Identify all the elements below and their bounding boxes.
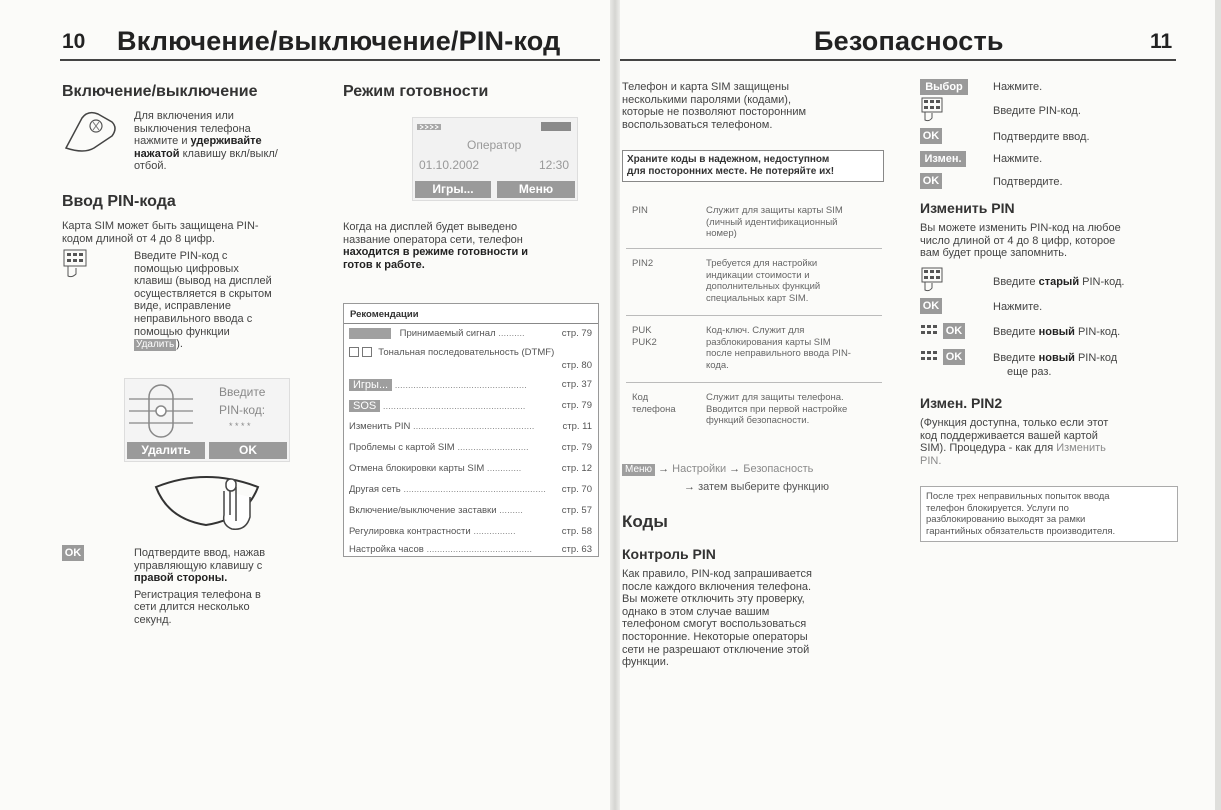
- rec-page: стр. 79: [561, 442, 592, 453]
- ok-key-icon: OK: [920, 298, 942, 314]
- rec-page: стр. 70: [561, 484, 592, 495]
- code-desc-pin2: [706, 258, 886, 304]
- code-desc-line: после неправильного ввода PIN-: [706, 348, 851, 359]
- battery-icon: [541, 122, 571, 131]
- rec-label: Игры...: [349, 379, 392, 391]
- standby-line: [343, 259, 593, 272]
- code-desc-puk: [706, 325, 886, 371]
- pin2-line: PIN.: [920, 454, 942, 467]
- path-arrow: →: [658, 463, 670, 475]
- step-text: Нажмите.: [993, 301, 1043, 313]
- softkey-menu[interactable]: Меню: [497, 181, 575, 198]
- title-rule-right: [620, 59, 1176, 61]
- security-intro: [622, 81, 892, 131]
- pin-control-line: Вы можете отключить эту проверку,: [622, 593, 805, 606]
- rec-item[interactable]: [349, 544, 589, 555]
- pin-line: помощью цифровых: [134, 262, 239, 275]
- pin2-text-part: SIM). Процедура - как для: [920, 442, 1054, 455]
- warning-line: Храните коды в надежном, недоступном: [627, 154, 830, 165]
- menu-path-2: [684, 481, 829, 493]
- pin-line: неправильного ввода с: [134, 312, 253, 325]
- step-text: Подтвердите ввод.: [993, 131, 1090, 143]
- confirm-line: секунд.: [134, 613, 172, 626]
- title-rule: [60, 59, 600, 61]
- pin-line-tail: ).: [176, 338, 183, 351]
- rec-page: стр. 12: [561, 463, 592, 474]
- softkey-games[interactable]: Игры...: [415, 181, 491, 198]
- menu-softkey[interactable]: Меню: [622, 464, 655, 476]
- intro-line: Телефон и карта SIM защищены: [622, 81, 790, 93]
- path-arrow: →: [729, 463, 741, 475]
- change-pin-text: [920, 222, 1200, 260]
- rec-label: Принимаемый сигнал: [399, 328, 496, 340]
- ok-key-icon: OK: [920, 173, 942, 189]
- pin-display: [124, 378, 290, 462]
- pin-control-line: функции.: [622, 656, 669, 669]
- onoff-heading: Включение/выключение: [62, 83, 258, 100]
- keypad-icon: [920, 96, 946, 122]
- pin-control-line: после каждого включения телефона.: [622, 580, 812, 593]
- onoff-text-part: клавишу вкл/выкл/: [179, 147, 278, 160]
- pin-prompt-line2: PIN-код:: [219, 403, 266, 417]
- rec-dots: .............: [484, 463, 522, 474]
- standby-text: [343, 221, 593, 271]
- rec-label: Тональная последовательность (DTMF): [378, 347, 555, 358]
- code-desc-line: Требуется для настройки: [706, 258, 818, 269]
- keypad-icon: [920, 350, 938, 368]
- rec-dots: ...........................: [454, 442, 529, 453]
- step-text-part: Введите: [993, 352, 1039, 364]
- rec-item[interactable]: [349, 442, 589, 453]
- pin-control-line: посторонние. Некоторые операторы: [622, 630, 808, 643]
- standby-time: 12:30: [539, 158, 570, 172]
- ok-key-icon: OK: [943, 349, 965, 365]
- code-desc-line: Вводится при первой настройке: [706, 403, 848, 415]
- ok-key-icon: OK: [62, 545, 84, 561]
- step-text: Нажмите.: [993, 153, 1043, 165]
- pin-heading: Ввод PIN-кода: [62, 193, 176, 210]
- code-desc-phone: [706, 392, 886, 427]
- path-arrow: →: [684, 481, 695, 493]
- standby-bold: в режиме готовности и: [402, 246, 529, 259]
- step-text: Подтвердите.: [993, 176, 1063, 188]
- step-bold: новый: [1038, 326, 1075, 338]
- table-rule: [626, 382, 882, 383]
- confirm-line: [134, 572, 324, 585]
- step-text: Введите PIN-код.: [993, 105, 1081, 117]
- table-rule: [626, 315, 882, 316]
- pin-line-text: помощью функции: [134, 325, 230, 338]
- onoff-line: [134, 148, 324, 161]
- pin-control-heading: Контроль PIN: [622, 546, 716, 562]
- change-pin-heading: Изменить PIN: [920, 200, 1015, 216]
- confirm-line: управляющую клавишу с: [134, 559, 263, 572]
- step-bold: старый: [1038, 276, 1080, 288]
- change-pin2-heading: Измен. PIN2: [920, 395, 1003, 411]
- rec-item[interactable]: [349, 463, 589, 474]
- keypad-icon: [62, 248, 92, 278]
- ok-key-icon: OK: [920, 128, 942, 144]
- code-desc-line: специальных карт SIM.: [706, 292, 809, 304]
- onoff-line: выключения телефона: [134, 122, 251, 135]
- page-edge: [1215, 0, 1221, 810]
- code-desc-line: функций безопасности.: [706, 415, 810, 426]
- note-line: После трех неправильных попыток ввода: [926, 491, 1110, 502]
- warning-line: для посторонних месте. Не потеряйте их!: [627, 166, 835, 177]
- step-text-part: PIN-код: [1074, 352, 1118, 364]
- rec-dots: ................: [470, 526, 516, 537]
- pin-control-line: однако в этом случае вашим: [622, 605, 770, 618]
- rec-item[interactable]: [349, 400, 589, 412]
- step-text: [993, 352, 1117, 365]
- pin-instructions: [134, 250, 324, 351]
- onoff-line: отбой.: [134, 160, 167, 173]
- pin2-line: код поддерживается вашей картой: [920, 429, 1098, 442]
- menu-path: [622, 463, 813, 476]
- navigation-key-icon: [127, 381, 197, 441]
- code-desc-line: разблокирования карты SIM: [706, 336, 831, 348]
- rec-item[interactable]: [349, 379, 589, 391]
- right-softkey-press-icon: [150, 465, 268, 535]
- rec-label: Другая сеть: [349, 484, 401, 495]
- rec-item[interactable]: [349, 347, 589, 358]
- rec-page: стр. 57: [561, 505, 592, 516]
- code-desc-line: Код-ключ. Служит для: [706, 325, 805, 336]
- recommendations-title: Рекомендации: [350, 309, 419, 320]
- code-desc-line: индикации стоимости и: [706, 269, 810, 281]
- standby-line: Когда на дисплей будет выведено: [343, 221, 518, 233]
- pin2-line: [920, 442, 1200, 455]
- pin-line: [134, 326, 324, 339]
- code-name-phone: Код телефона: [632, 392, 676, 415]
- pin-line: осуществляется в скрытом: [134, 287, 272, 300]
- ok-key-icon: OK: [943, 323, 965, 339]
- standby-date: 01.10.2002: [419, 158, 480, 172]
- step-bold: новый: [1038, 352, 1075, 364]
- onoff-bold: удерживайте: [190, 135, 262, 148]
- intro-line: воспользоваться телефоном.: [622, 118, 773, 131]
- rec-dots: ......................................................: [380, 401, 526, 412]
- rec-item[interactable]: [349, 421, 589, 432]
- dtmf-icon: [349, 347, 359, 357]
- onoff-text-part: нажмите и: [134, 135, 191, 148]
- page-title-left: Включение/выключение/PIN-код: [117, 26, 561, 56]
- rec-page: стр. 37: [561, 379, 592, 390]
- rec-page: стр. 63: [561, 544, 592, 555]
- note-line: гарантийных обязательств производителя.: [926, 525, 1116, 537]
- confirm-line: Регистрация телефона в: [134, 588, 261, 601]
- rec-page: стр. 11: [562, 421, 592, 432]
- note-line: телефон блокируется. Услуги по: [926, 502, 1069, 514]
- signal-icon: [349, 328, 391, 339]
- rec-item[interactable]: [349, 328, 589, 339]
- page-number-left: 10: [62, 30, 86, 53]
- keypad-icon: [920, 266, 946, 292]
- rec-dots: ......................................................: [400, 484, 546, 495]
- standby-display: [412, 117, 578, 201]
- rec-dots: ........................................: [423, 544, 533, 555]
- step-text-part: Введите: [993, 276, 1039, 288]
- warning-box: [622, 150, 884, 182]
- confirm-line: Подтвердите ввод, нажав: [134, 547, 266, 559]
- step-text-part: PIN-код.: [1074, 326, 1121, 338]
- rec-label: Регулировка контрастности: [349, 526, 471, 537]
- code-desc-line: дополнительных функций: [706, 281, 821, 292]
- rec-page: стр. 80: [561, 360, 592, 371]
- pin-line: клавиш (вывод на дисплей: [134, 275, 272, 288]
- rec-page: стр. 79: [561, 400, 592, 411]
- onoff-line: Для включения или: [134, 110, 234, 122]
- pin-line: [134, 338, 324, 351]
- rec-dots: .........: [496, 505, 523, 516]
- onoff-bold: нажатой: [134, 147, 180, 160]
- softkey-delete[interactable]: Удалить: [127, 442, 205, 459]
- step-text: [993, 326, 1120, 339]
- rec-item[interactable]: [349, 484, 589, 495]
- rec-dots: ..........: [495, 328, 525, 340]
- pin-control-text: [622, 568, 892, 669]
- select-key-icon: Выбор: [920, 79, 968, 95]
- delete-softkey-label: Удалить: [136, 339, 175, 351]
- confirm-line: сети длится несколько: [134, 601, 250, 614]
- rec-page: стр. 58: [561, 526, 592, 537]
- rec-label: Изменить PIN: [349, 421, 411, 432]
- page-title-right: Безопасность: [814, 26, 1004, 56]
- path-settings[interactable]: Настройки: [672, 463, 727, 475]
- confirm-text: [134, 547, 324, 627]
- power-key-icon: [60, 108, 122, 154]
- change-pin-line: число длиной от 4 до 8 цифр, которое: [920, 234, 1116, 247]
- onoff-line: [134, 135, 324, 148]
- path-security[interactable]: Безопасность: [743, 463, 814, 475]
- step-text-part: PIN-код.: [1079, 276, 1125, 288]
- code-desc-line: Служит для защиты карты SIM: [706, 205, 843, 216]
- rec-rule: [344, 323, 598, 324]
- pin-intro-line: Карта SIM может быть защищена PIN-: [62, 220, 259, 232]
- pin-control-line: телефоном смогут воспользоваться: [622, 618, 807, 631]
- change-pin-line: вам будет проще запомнить.: [920, 247, 1068, 260]
- step-text-part: Введите: [993, 326, 1039, 338]
- standby-bold: готов к работе.: [343, 258, 425, 271]
- pin-prompt-line1: Введите: [219, 385, 266, 399]
- standby-line: [343, 246, 593, 259]
- table-rule: [626, 248, 882, 249]
- code-name-pin: PIN: [632, 205, 648, 216]
- pin-intro: [62, 220, 322, 245]
- code-desc-pin: [706, 205, 886, 240]
- rec-dots: ..................................................: [392, 380, 527, 391]
- softkey-ok[interactable]: OK: [209, 442, 287, 459]
- intro-line: которые не позволяют посторонним: [622, 106, 807, 119]
- change-pin-line: Вы можете изменить PIN-код на любое: [920, 222, 1121, 234]
- pin-line: Введите PIN-код с: [134, 250, 228, 262]
- change-key-icon: Измен.: [920, 151, 966, 167]
- code-desc-line: Служит для защиты телефона.: [706, 392, 844, 403]
- rec-label: Проблемы с картой SIM: [349, 442, 455, 453]
- right-page: [616, 0, 1216, 810]
- change-pin-link[interactable]: Изменить: [1056, 442, 1106, 455]
- rec-label: Включение/выключение заставки: [349, 505, 497, 516]
- signal-strength-icon: [417, 122, 447, 132]
- code-desc-line: (личный идентификационный: [706, 216, 838, 228]
- pin2-line: (Функция доступна, только если этот: [920, 417, 1109, 429]
- pin-control-line: Как правило, PIN-код запрашивается: [622, 568, 812, 580]
- pin-intro-line: кодом длиной от 4 до 8 цифр.: [62, 232, 215, 245]
- pin-control-line: сети не разрешают отключение этой: [622, 643, 810, 656]
- warning-note: [920, 486, 1178, 542]
- path-then: затем выберите функцию: [698, 481, 830, 493]
- codes-heading: Коды: [622, 512, 668, 531]
- rec-label: Отмена блокировки карты SIM: [349, 463, 485, 474]
- rec-item[interactable]: [349, 505, 589, 516]
- pin-masked-digits: * * * *: [229, 421, 251, 431]
- standby-line: название оператора сети, телефон: [343, 233, 523, 246]
- code-name-puk: PUK PUK2: [632, 325, 657, 348]
- rec-page: стр. 79: [561, 328, 592, 339]
- step-text: Нажмите.: [993, 81, 1043, 93]
- rec-label: SOS: [349, 400, 380, 412]
- intro-line: несколькими паролями (кодами),: [622, 93, 792, 106]
- standby-bold: находится: [343, 246, 403, 259]
- code-desc-line: номер): [706, 228, 737, 239]
- page-number-right: 11: [1150, 30, 1173, 53]
- operator-name: Оператор: [467, 138, 522, 152]
- step-text: еще раз.: [1007, 366, 1052, 378]
- dtmf-icon: [362, 347, 372, 357]
- recommendations-box: [343, 303, 599, 557]
- rec-label: Настройка часов: [349, 544, 424, 555]
- note-line: разблокированию выходят за рамки: [926, 514, 1086, 525]
- rec-item[interactable]: [349, 526, 589, 537]
- onoff-text: [134, 110, 324, 173]
- code-desc-line: кода.: [706, 359, 729, 371]
- confirm-bold: правой стороны.: [134, 572, 228, 585]
- pin-line: виде, исправление: [134, 300, 231, 313]
- rec-dots: ..............................................: [410, 421, 535, 432]
- step-text: [993, 276, 1124, 289]
- code-name-pin2: PIN2: [632, 258, 654, 269]
- change-pin2-text: [920, 417, 1200, 467]
- keypad-icon: [920, 324, 938, 342]
- standby-heading: Режим готовности: [343, 83, 489, 100]
